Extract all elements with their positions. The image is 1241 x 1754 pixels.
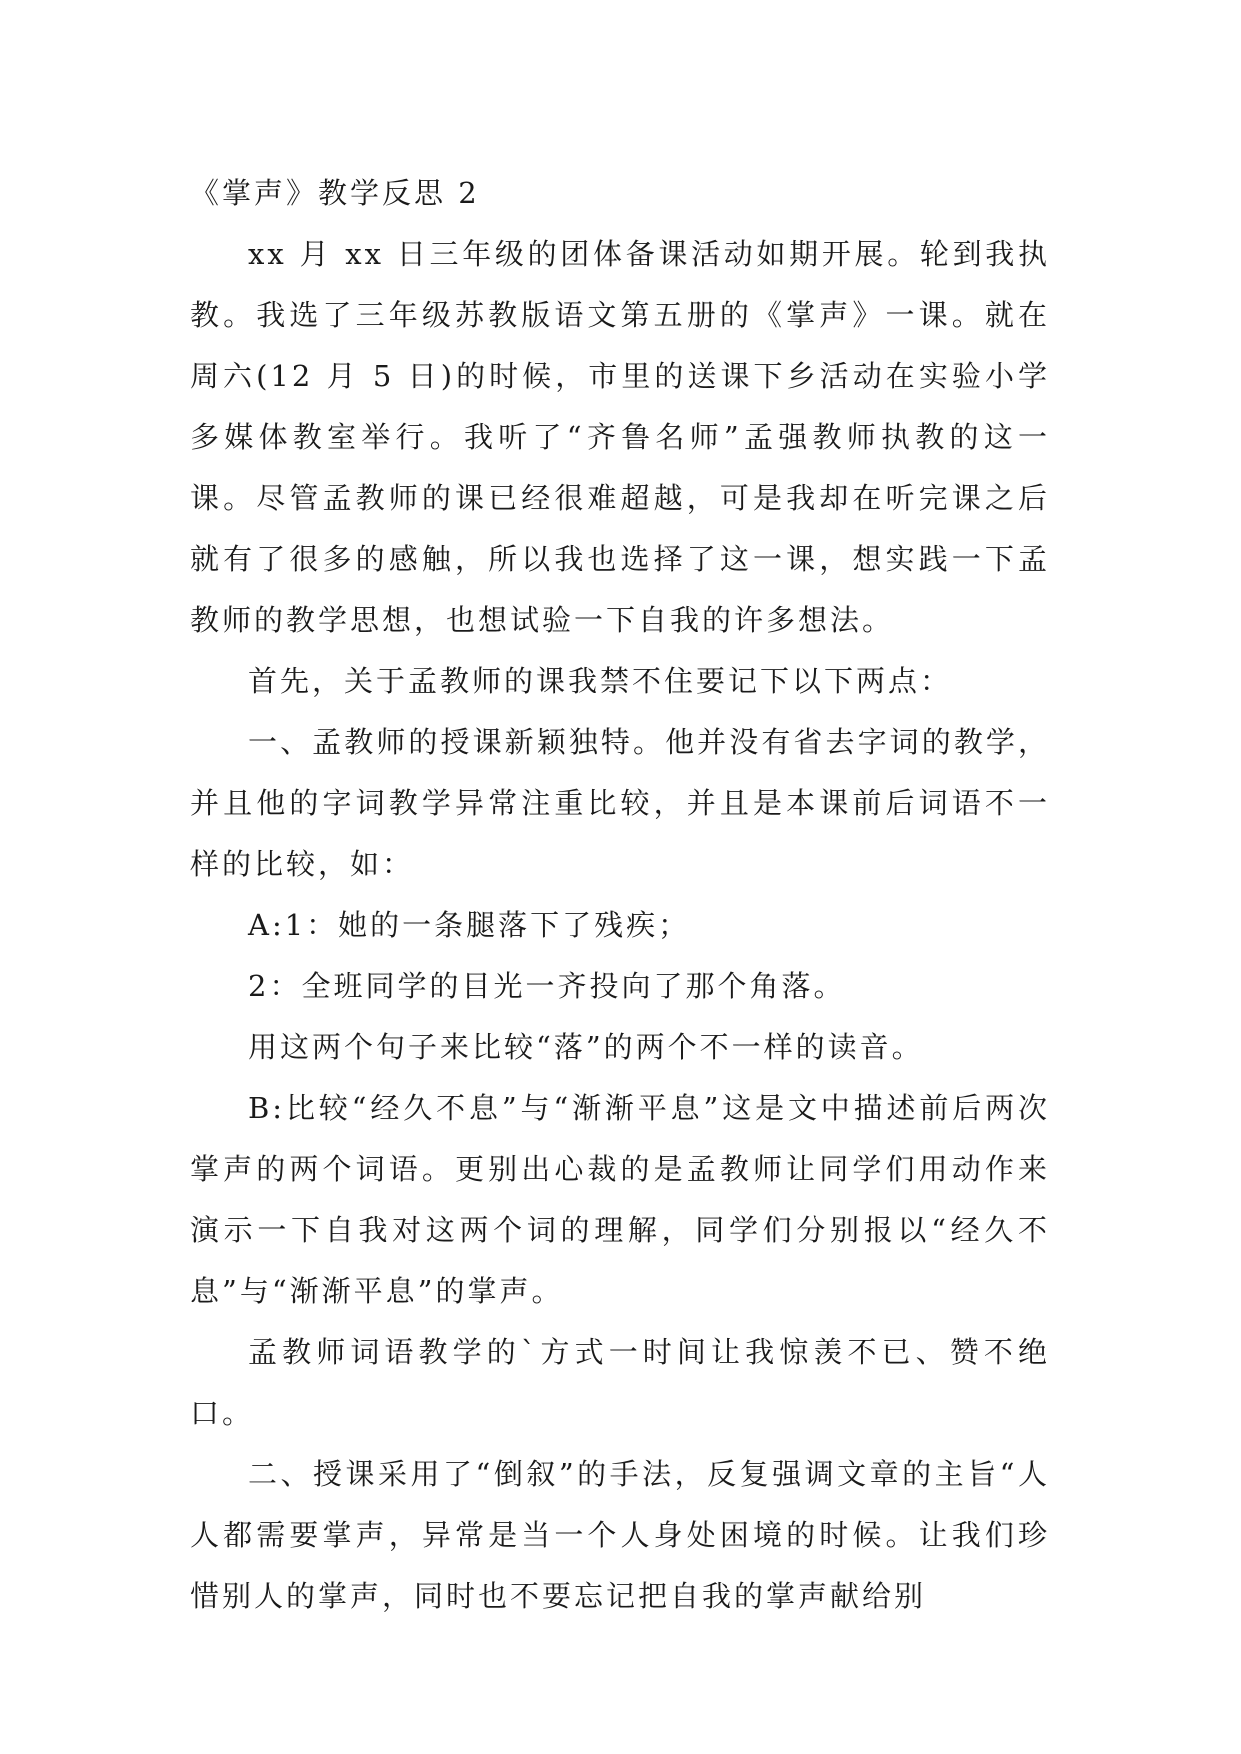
paragraph-example-a1: A:1：她的一条腿落下了残疾；	[248, 908, 691, 942]
paragraph-point-one: 一、孟教师的授课新颖独特。他并没有省去字词的教学，并且他的字词教学异常注重比较，并且是本课前后词语不一样的比较，如：	[190, 725, 1050, 881]
document-title: 《掌声》教学反思 2	[190, 176, 480, 210]
paragraph-intro: xx 月 xx 日三年级的团体备课活动如期开展。轮到我执教。我选了三年级苏教版语文第五册的《掌声》一课。就在周六(12 月 5 日)的时候，市里的送课下乡活动在实验小学多媒体教室举行。我听了“齐鲁名师”孟强教师执教的这一课。尽管孟教师的课已经很难超越，可是我却在听完课之后就有了很多的感触，所以我也选择了这一课，想实践一下孟教师的教学思想，也想试验一下自我的许多想法。	[190, 237, 1050, 637]
paragraph-point-two: 二、授课采用了“倒叙”的手法，反复强调文章的主旨“人人都需要掌声，异常是当一个人身处困境的时候。让我们珍惜别人的掌声，同时也不要忘记把自我的掌声献给别	[190, 1457, 1050, 1613]
paragraph-praise: 孟教师词语教学的`方式一时间让我惊羡不已、赞不绝口。	[190, 1335, 1050, 1430]
paragraph-example-a2: 2：全班同学的目光一齐投向了那个角落。	[248, 969, 846, 1003]
paragraph-first-points: 首先，关于孟教师的课我禁不住要记下以下两点：	[248, 664, 953, 698]
paragraph-example-b: B:比较“经久不息”与“渐渐平息”这是文中描述前后两次掌声的两个词语。更别出心裁的是孟教师让同学们用动作来演示一下自我对这两个词的理解，同学们分别报以“经久不息”与“渐渐平息”的掌声。	[190, 1091, 1050, 1308]
document-body	[190, 163, 1050, 1627]
paragraph-example-a-note: 用这两个句子来比较“落”的两个不一样的读音。	[248, 1030, 924, 1064]
